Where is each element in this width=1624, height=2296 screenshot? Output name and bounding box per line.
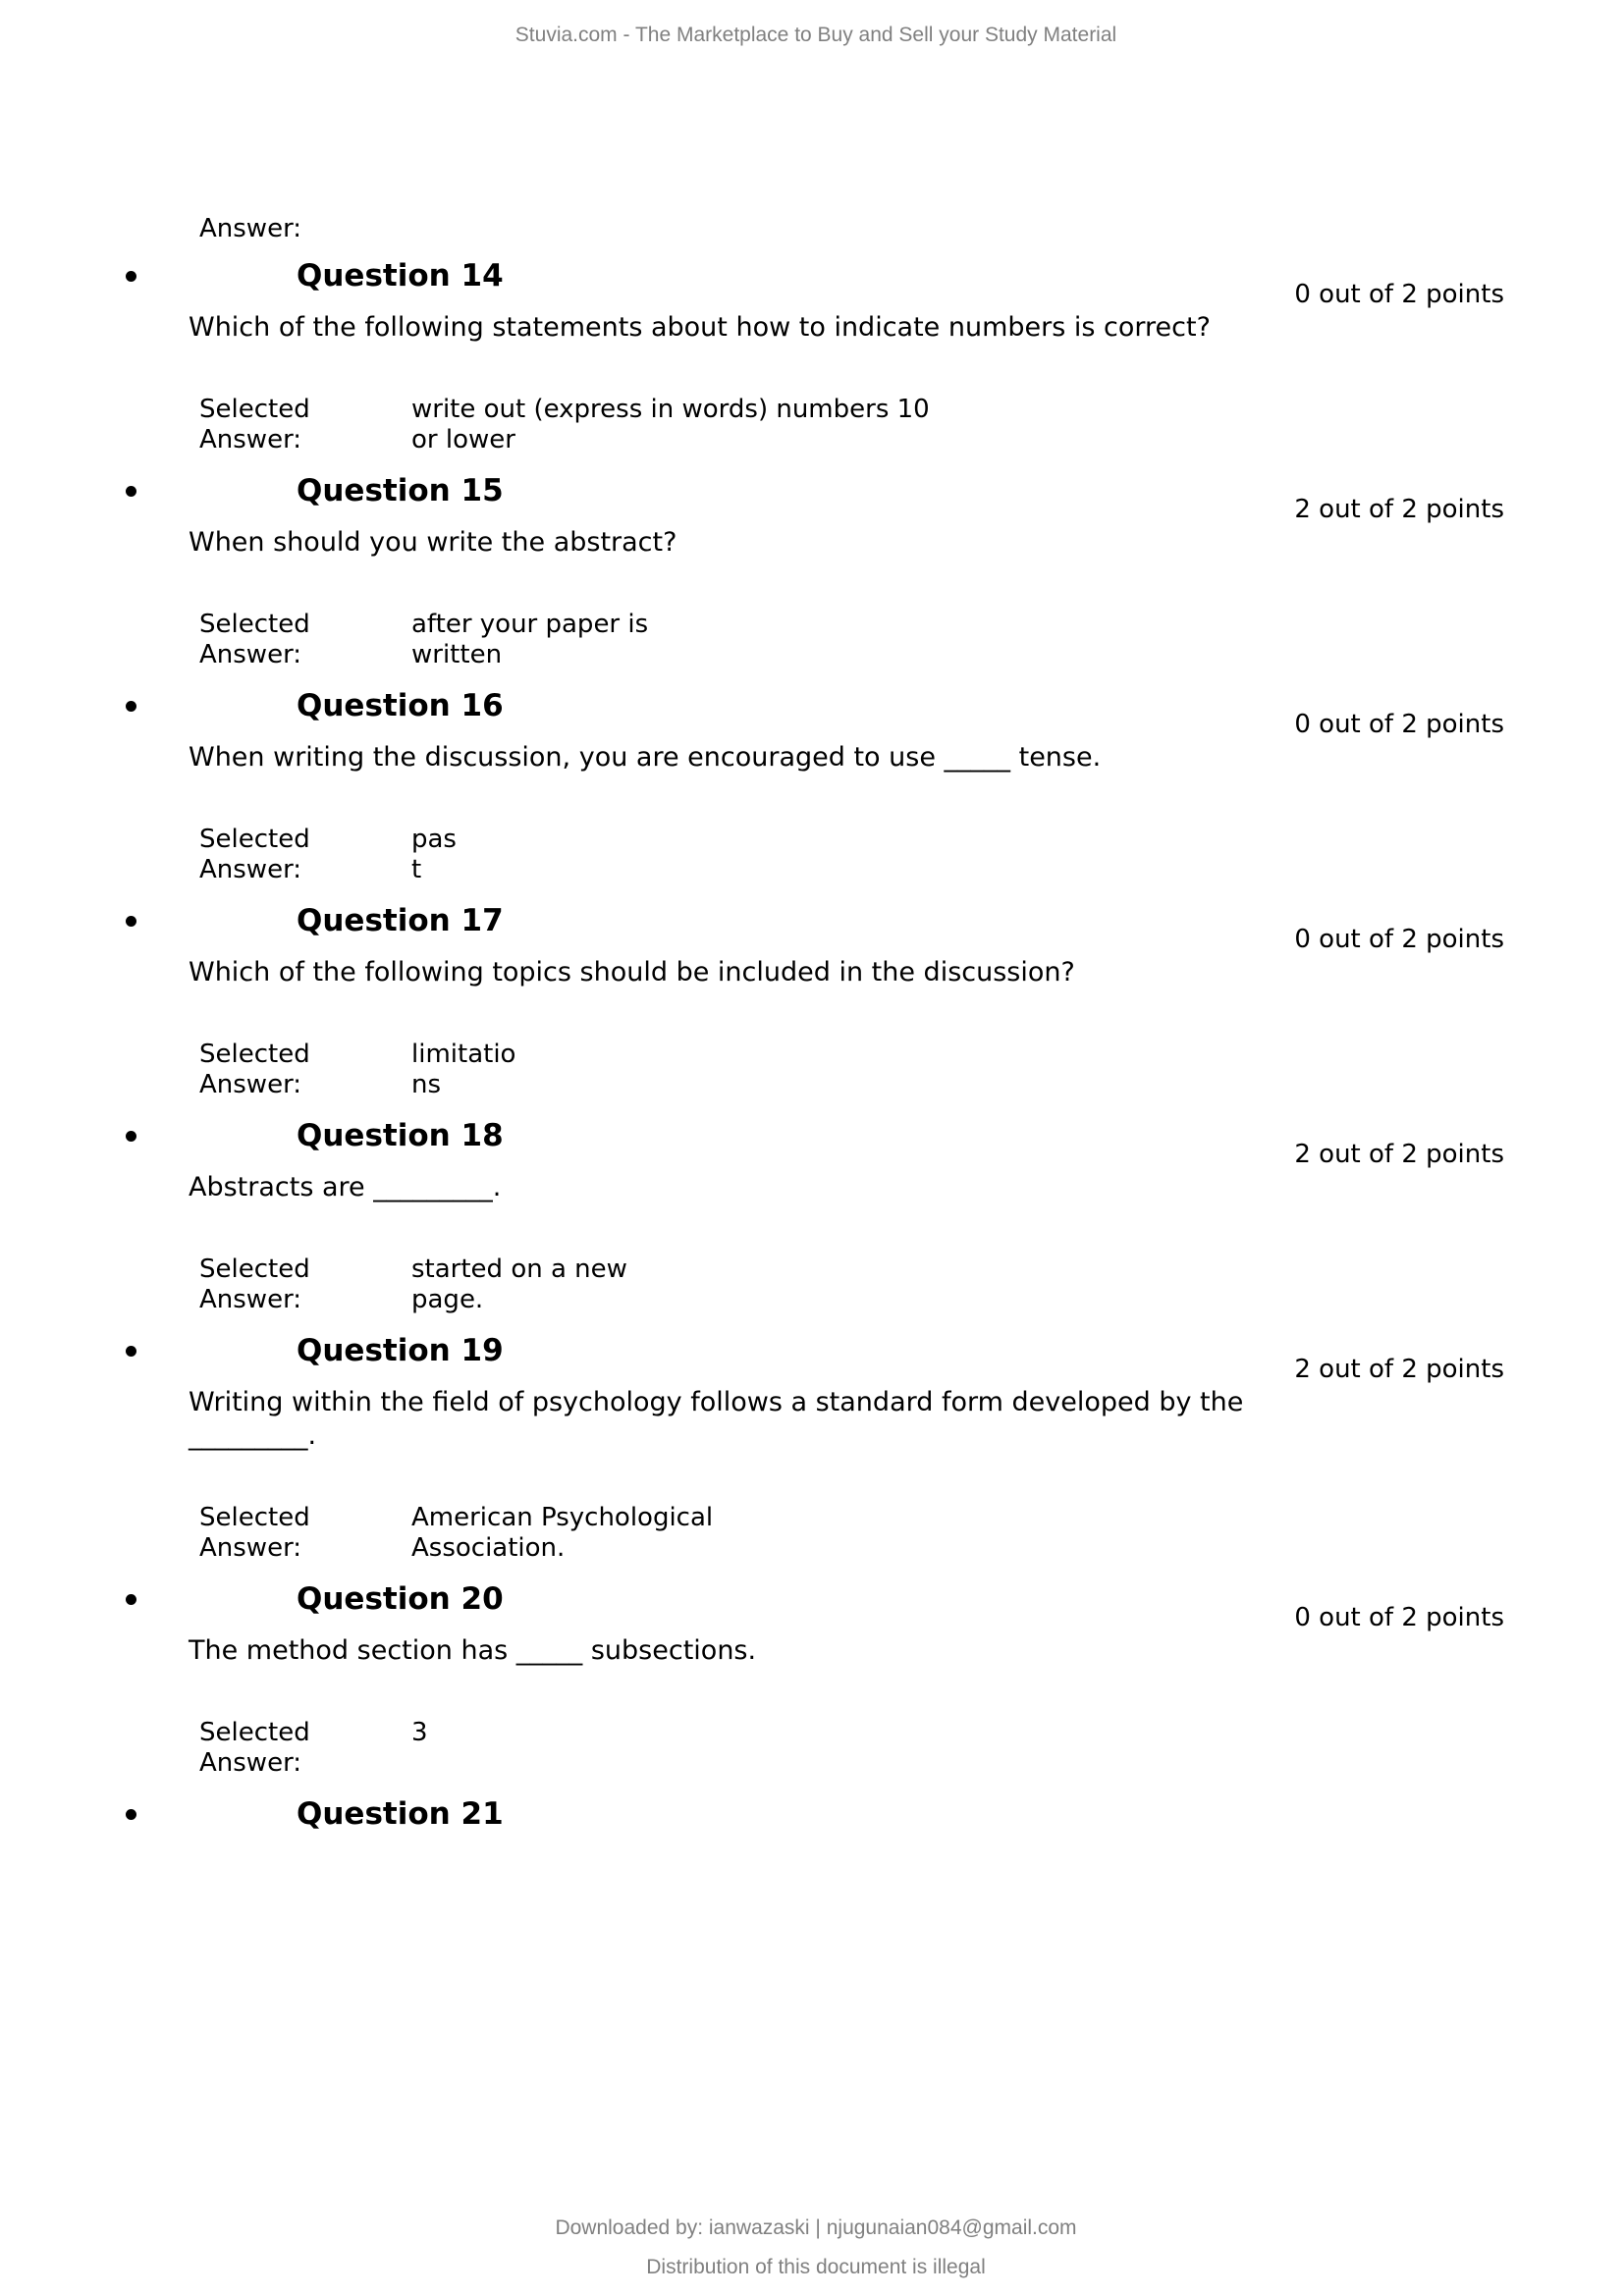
footer-distribution: Distribution of this document is illegal (646, 2256, 986, 2278)
answer-line: ns (411, 1070, 442, 1099)
label-line: Answer: (199, 1533, 302, 1563)
bullet-icon (126, 271, 136, 282)
question-text: Writing within the field of psychology follows a standard form developed by the _________. (189, 1387, 1244, 1451)
answer-line: pas (411, 825, 457, 854)
answer-line: page. (411, 1285, 484, 1314)
question-title: Question 20 (297, 1581, 504, 1617)
label-line: Selected (199, 610, 310, 639)
label-line: Answer: (199, 1070, 302, 1099)
selected-answer-value (411, 1718, 428, 1779)
question-text: The method section has _____ subsections. (189, 1635, 757, 1666)
answer-line: write out (express in words) numbers 10 (411, 395, 930, 424)
selected-answer-value (411, 610, 648, 670)
label-line: Selected (199, 1503, 310, 1532)
bullet-icon (126, 916, 136, 927)
label-line: Selected (199, 1040, 310, 1069)
question-title: Question 18 (297, 1118, 504, 1153)
selected-answer-row (0, 1503, 1624, 1564)
selected-answer-row (0, 610, 1624, 670)
question-item (0, 1796, 1624, 1832)
question-heading (0, 1796, 1624, 1832)
selected-answer-row (0, 825, 1624, 885)
question-title: Question 21 (297, 1796, 504, 1832)
points-score: 2 out of 2 points (1294, 495, 1504, 524)
label-line: Answer: (199, 640, 302, 669)
selected-answer-row (0, 1040, 1624, 1100)
question-text: Which of the following topics should be included in the discussion? (189, 957, 1075, 988)
label-line: Selected (199, 1718, 310, 1747)
answer-line: after your paper is (411, 610, 649, 639)
label-line: Selected (199, 825, 310, 854)
selected-answer-row (0, 1255, 1624, 1315)
question-item (0, 1333, 1624, 1564)
question-title: Question 15 (297, 473, 504, 508)
label-line: Answer: (199, 1748, 302, 1778)
question-heading (0, 258, 1624, 294)
question-item (0, 1118, 1624, 1315)
selected-answer-value (411, 1255, 627, 1315)
bullet-icon (126, 701, 136, 712)
label-line: Selected (199, 395, 310, 424)
selected-answer-label (199, 825, 411, 885)
answer-line: 3 (411, 1718, 428, 1747)
answer-line: t (411, 855, 422, 884)
selected-answer-label (199, 395, 411, 455)
selected-answer-value (411, 1503, 713, 1564)
question-text: When should you write the abstract? (189, 527, 677, 558)
selected-answer-label (199, 1255, 411, 1315)
points-score: 0 out of 2 points (1294, 280, 1504, 309)
selected-answer-row (0, 1718, 1624, 1779)
label-line: Selected (199, 1255, 310, 1284)
bullet-icon (126, 1346, 136, 1357)
footer-downloaded: Downloaded by: ianwazaski | njugunaian084@gmail.com (555, 2216, 1077, 2239)
question-title: Question 19 (297, 1333, 504, 1368)
answer-line: Association. (411, 1533, 566, 1563)
selected-answer-label (199, 1040, 411, 1100)
bullet-icon (126, 1131, 136, 1142)
selected-answer-value (411, 1040, 515, 1100)
question-item (0, 258, 1624, 455)
previous-answer-label: Answer: (199, 214, 302, 243)
bullet-icon (126, 1594, 136, 1605)
answer-line: limitatio (411, 1040, 516, 1069)
question-text: When writing the discussion, you are encouraged to use _____ tense. (189, 742, 1102, 773)
question-heading (0, 1118, 1624, 1153)
question-heading (0, 903, 1624, 938)
bullet-icon (126, 486, 136, 497)
label-line: Answer: (199, 1285, 302, 1314)
answer-line: American Psychological (411, 1503, 714, 1532)
selected-answer-value (411, 825, 457, 885)
points-score: 0 out of 2 points (1294, 925, 1504, 954)
selected-answer-label (199, 1718, 411, 1779)
question-heading (0, 688, 1624, 723)
question-text: Which of the following statements about how to indicate numbers is correct? (189, 312, 1211, 343)
label-line: Answer: (199, 855, 302, 884)
question-heading (0, 473, 1624, 508)
selected-answer-label (199, 1503, 411, 1564)
question-heading (0, 1581, 1624, 1617)
points-score: 0 out of 2 points (1294, 710, 1504, 739)
question-text: Abstracts are _________. (189, 1172, 502, 1202)
selected-answer-label (199, 610, 411, 670)
question-item (0, 1581, 1624, 1779)
selected-answer-row (0, 395, 1624, 455)
selected-answer-value (411, 395, 930, 455)
question-title: Question 17 (297, 903, 504, 938)
points-score: 2 out of 2 points (1294, 1355, 1504, 1384)
question-item (0, 688, 1624, 885)
answer-line: or lower (411, 425, 515, 454)
points-score: 2 out of 2 points (1294, 1140, 1504, 1169)
question-title: Question 14 (297, 258, 504, 294)
question-item (0, 473, 1624, 670)
question-title: Question 16 (297, 688, 504, 723)
label-line: Answer: (199, 425, 302, 454)
bullet-icon (126, 1809, 136, 1820)
answer-line: started on a new (411, 1255, 627, 1284)
answer-line: written (411, 640, 503, 669)
question-heading (0, 1333, 1624, 1368)
question-item (0, 903, 1624, 1100)
question-list (0, 258, 1624, 1849)
points-score: 0 out of 2 points (1294, 1603, 1504, 1632)
page-header: Stuvia.com - The Marketplace to Buy and Sell your Study Material (514, 24, 1117, 46)
